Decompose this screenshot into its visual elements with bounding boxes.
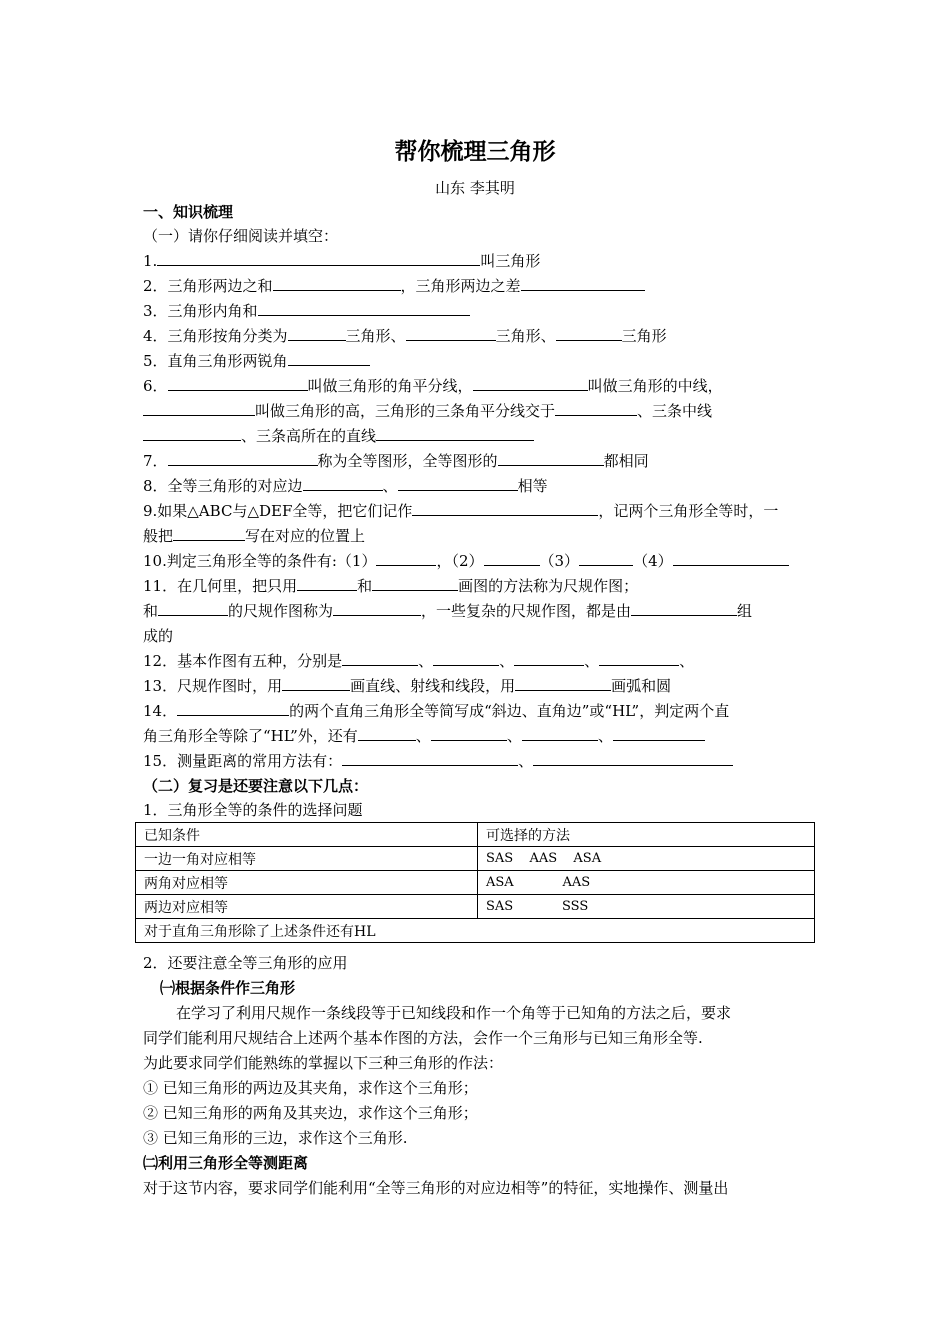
answer-blank[interactable]: [433, 650, 499, 666]
answer-blank[interactable]: [333, 600, 421, 616]
table-cell: ASA AAS: [478, 871, 815, 895]
list-item: ③ 已知三角形的三边，求作这个三角形.: [143, 1129, 408, 1147]
question-8: 8．全等三角形的对应边 、 相等: [143, 477, 548, 495]
question-11-cont: 和 的尺规作图称为 ，一些复杂的尺规作图，都是由 组: [143, 602, 753, 620]
answer-blank[interactable]: [376, 425, 534, 441]
question-5: 5．直角三角形两锐角: [143, 349, 813, 373]
question-13: 13．尺规作图时，用 画直线、射线和线段，用 画弧和圆: [143, 677, 672, 695]
answer-blank[interactable]: [484, 550, 540, 566]
list-item: ① 已知三角形的两边及其夹角，求作这个三角形；: [143, 1079, 478, 1097]
question-15: 15．测量距离的常用方法有： 、: [143, 749, 813, 773]
answer-blank[interactable]: [282, 675, 350, 691]
answer-blank[interactable]: [579, 550, 633, 566]
answer-blank[interactable]: [168, 450, 318, 466]
table-header-row: [136, 823, 815, 847]
answer-blank[interactable]: [303, 475, 383, 491]
section-heading-1: 一、知识梳理: [143, 203, 234, 221]
answer-blank[interactable]: [473, 375, 588, 391]
question-10: 10.判定三角形全等的条件有:（1） ，（2） （3） （4）: [143, 549, 813, 573]
table-header-cell: 已知条件: [136, 823, 478, 847]
answer-blank[interactable]: [273, 275, 401, 291]
answer-blank[interactable]: [556, 325, 622, 341]
answer-blank[interactable]: [297, 575, 357, 591]
answer-blank[interactable]: [599, 650, 679, 666]
list-item: ② 已知三角形的两角及其夹边，求作这个三角形；: [143, 1104, 478, 1122]
table-cell: SAS SSS: [478, 895, 815, 919]
answer-blank[interactable]: [406, 325, 496, 341]
question-6-cont: 叫做三角形的高，三角形的三条角平分线交于 、三条中线: [143, 399, 813, 423]
answer-blank[interactable]: [412, 500, 598, 516]
subsection-construct-triangle: ㈠根据条件作三角形: [160, 979, 296, 997]
answer-blank[interactable]: [177, 700, 289, 716]
subheading-fill-in: （一）请你仔细阅读并填空：: [143, 227, 339, 245]
answer-blank[interactable]: [673, 550, 789, 566]
paragraph-line: 在学习了利用尺规作一条线段等于已知线段和作一个角等于已知角的方法之后，要求: [176, 1004, 732, 1022]
table-cell: 两角对应相等: [136, 871, 478, 895]
question-1: 1. 叫三角形: [143, 252, 541, 270]
answer-blank[interactable]: [258, 300, 470, 316]
answer-blank[interactable]: [143, 400, 255, 416]
table-cell: 两边对应相等: [136, 895, 478, 919]
paragraph-line: 对于这节内容，要求同学们能利用“全等三角形的对应边相等”的特征，实地操作、测量出: [143, 1179, 729, 1197]
answer-blank[interactable]: [515, 675, 611, 691]
question-3: 3．三角形内角和: [143, 299, 813, 323]
answer-blank[interactable]: [498, 450, 604, 466]
question-11: 11．在几何里，把只用 和 画图的方法称为尺规作图；: [143, 577, 639, 595]
table-row: [136, 895, 815, 919]
answer-blank[interactable]: [514, 650, 584, 666]
page-title: 帮你梳理三角形: [394, 139, 556, 165]
answer-blank[interactable]: [342, 750, 518, 766]
answer-blank[interactable]: [168, 375, 308, 391]
question-9-cont: 般把 写在对应的位置上: [143, 527, 366, 545]
answer-blank[interactable]: [358, 725, 416, 741]
question-14: 14． 的两个直角三角形全等简写成“斜边、直角边”或“HL”，判定两个直: [143, 702, 730, 720]
paragraph-line: 为此要求同学们能熟练的掌握以下三种三角形的作法：: [143, 1054, 504, 1072]
table-footer-row: [136, 919, 815, 943]
question-2: 2．三角形两边之和 ，三角形两边之差: [143, 274, 813, 298]
answer-blank[interactable]: [173, 525, 245, 541]
answer-blank[interactable]: [398, 475, 518, 491]
question-11-cont2: 成的: [143, 627, 174, 645]
question-6-cont2: 、三条高所在的直线: [143, 424, 813, 448]
answer-blank[interactable]: [288, 325, 346, 341]
answer-blank[interactable]: [288, 350, 370, 366]
answer-blank[interactable]: [143, 425, 241, 441]
table-row: [136, 871, 815, 895]
section-heading-2: （二）复习是还要注意以下几点：: [143, 777, 369, 795]
subsection-measure-distance: ㈡利用三角形全等测距离: [143, 1154, 309, 1172]
answer-blank[interactable]: [521, 275, 645, 291]
answer-blank[interactable]: [376, 550, 436, 566]
paragraph-line: 同学们能利用尺规结合上述两个基本作图的方法，会作一个三角形与已知三角形全等.: [143, 1029, 703, 1047]
question-6: 6． 叫做三角形的角平分线， 叫做三角形的中线，: [143, 377, 723, 395]
table-row: [136, 847, 815, 871]
table-footer-cell: 对于直角三角形除了上述条件还有HL: [136, 919, 815, 943]
answer-blank[interactable]: [631, 600, 737, 616]
answer-blank[interactable]: [342, 650, 418, 666]
table-header-cell: 可选择的方法: [478, 823, 815, 847]
answer-blank[interactable]: [158, 600, 228, 616]
answer-blank[interactable]: [372, 575, 458, 591]
question-7: 7． 称为全等图形，全等图形的 都相同: [143, 452, 649, 470]
table-cell: 一边一角对应相等: [136, 847, 478, 871]
answer-blank[interactable]: [431, 725, 507, 741]
question-4: 4．三角形按角分类为 三角形、 三角形、 三角形: [143, 327, 667, 345]
answer-blank[interactable]: [533, 750, 733, 766]
answer-blank[interactable]: [522, 725, 598, 741]
author-line: 山东 李其明: [435, 179, 515, 197]
answer-blank[interactable]: [555, 400, 637, 416]
review-item-2: 2．还要注意全等三角形的应用: [143, 954, 348, 972]
question-14-cont: 角三角形全等除了“HL”外，还有 、 、 、: [143, 724, 813, 748]
answer-blank[interactable]: [157, 250, 480, 266]
question-12: 12．基本作图有五种，分别是 、 、 、 、: [143, 652, 695, 670]
question-9: 9.如果△ABC与△DEF全等，把它们记作 ，记两个三角形全等时，一: [143, 502, 779, 520]
table-cell: SAS AAS ASA: [478, 847, 815, 871]
conditions-table: [135, 822, 815, 943]
answer-blank[interactable]: [613, 725, 705, 741]
review-item-1: 1．三角形全等的条件的选择问题: [143, 801, 363, 819]
